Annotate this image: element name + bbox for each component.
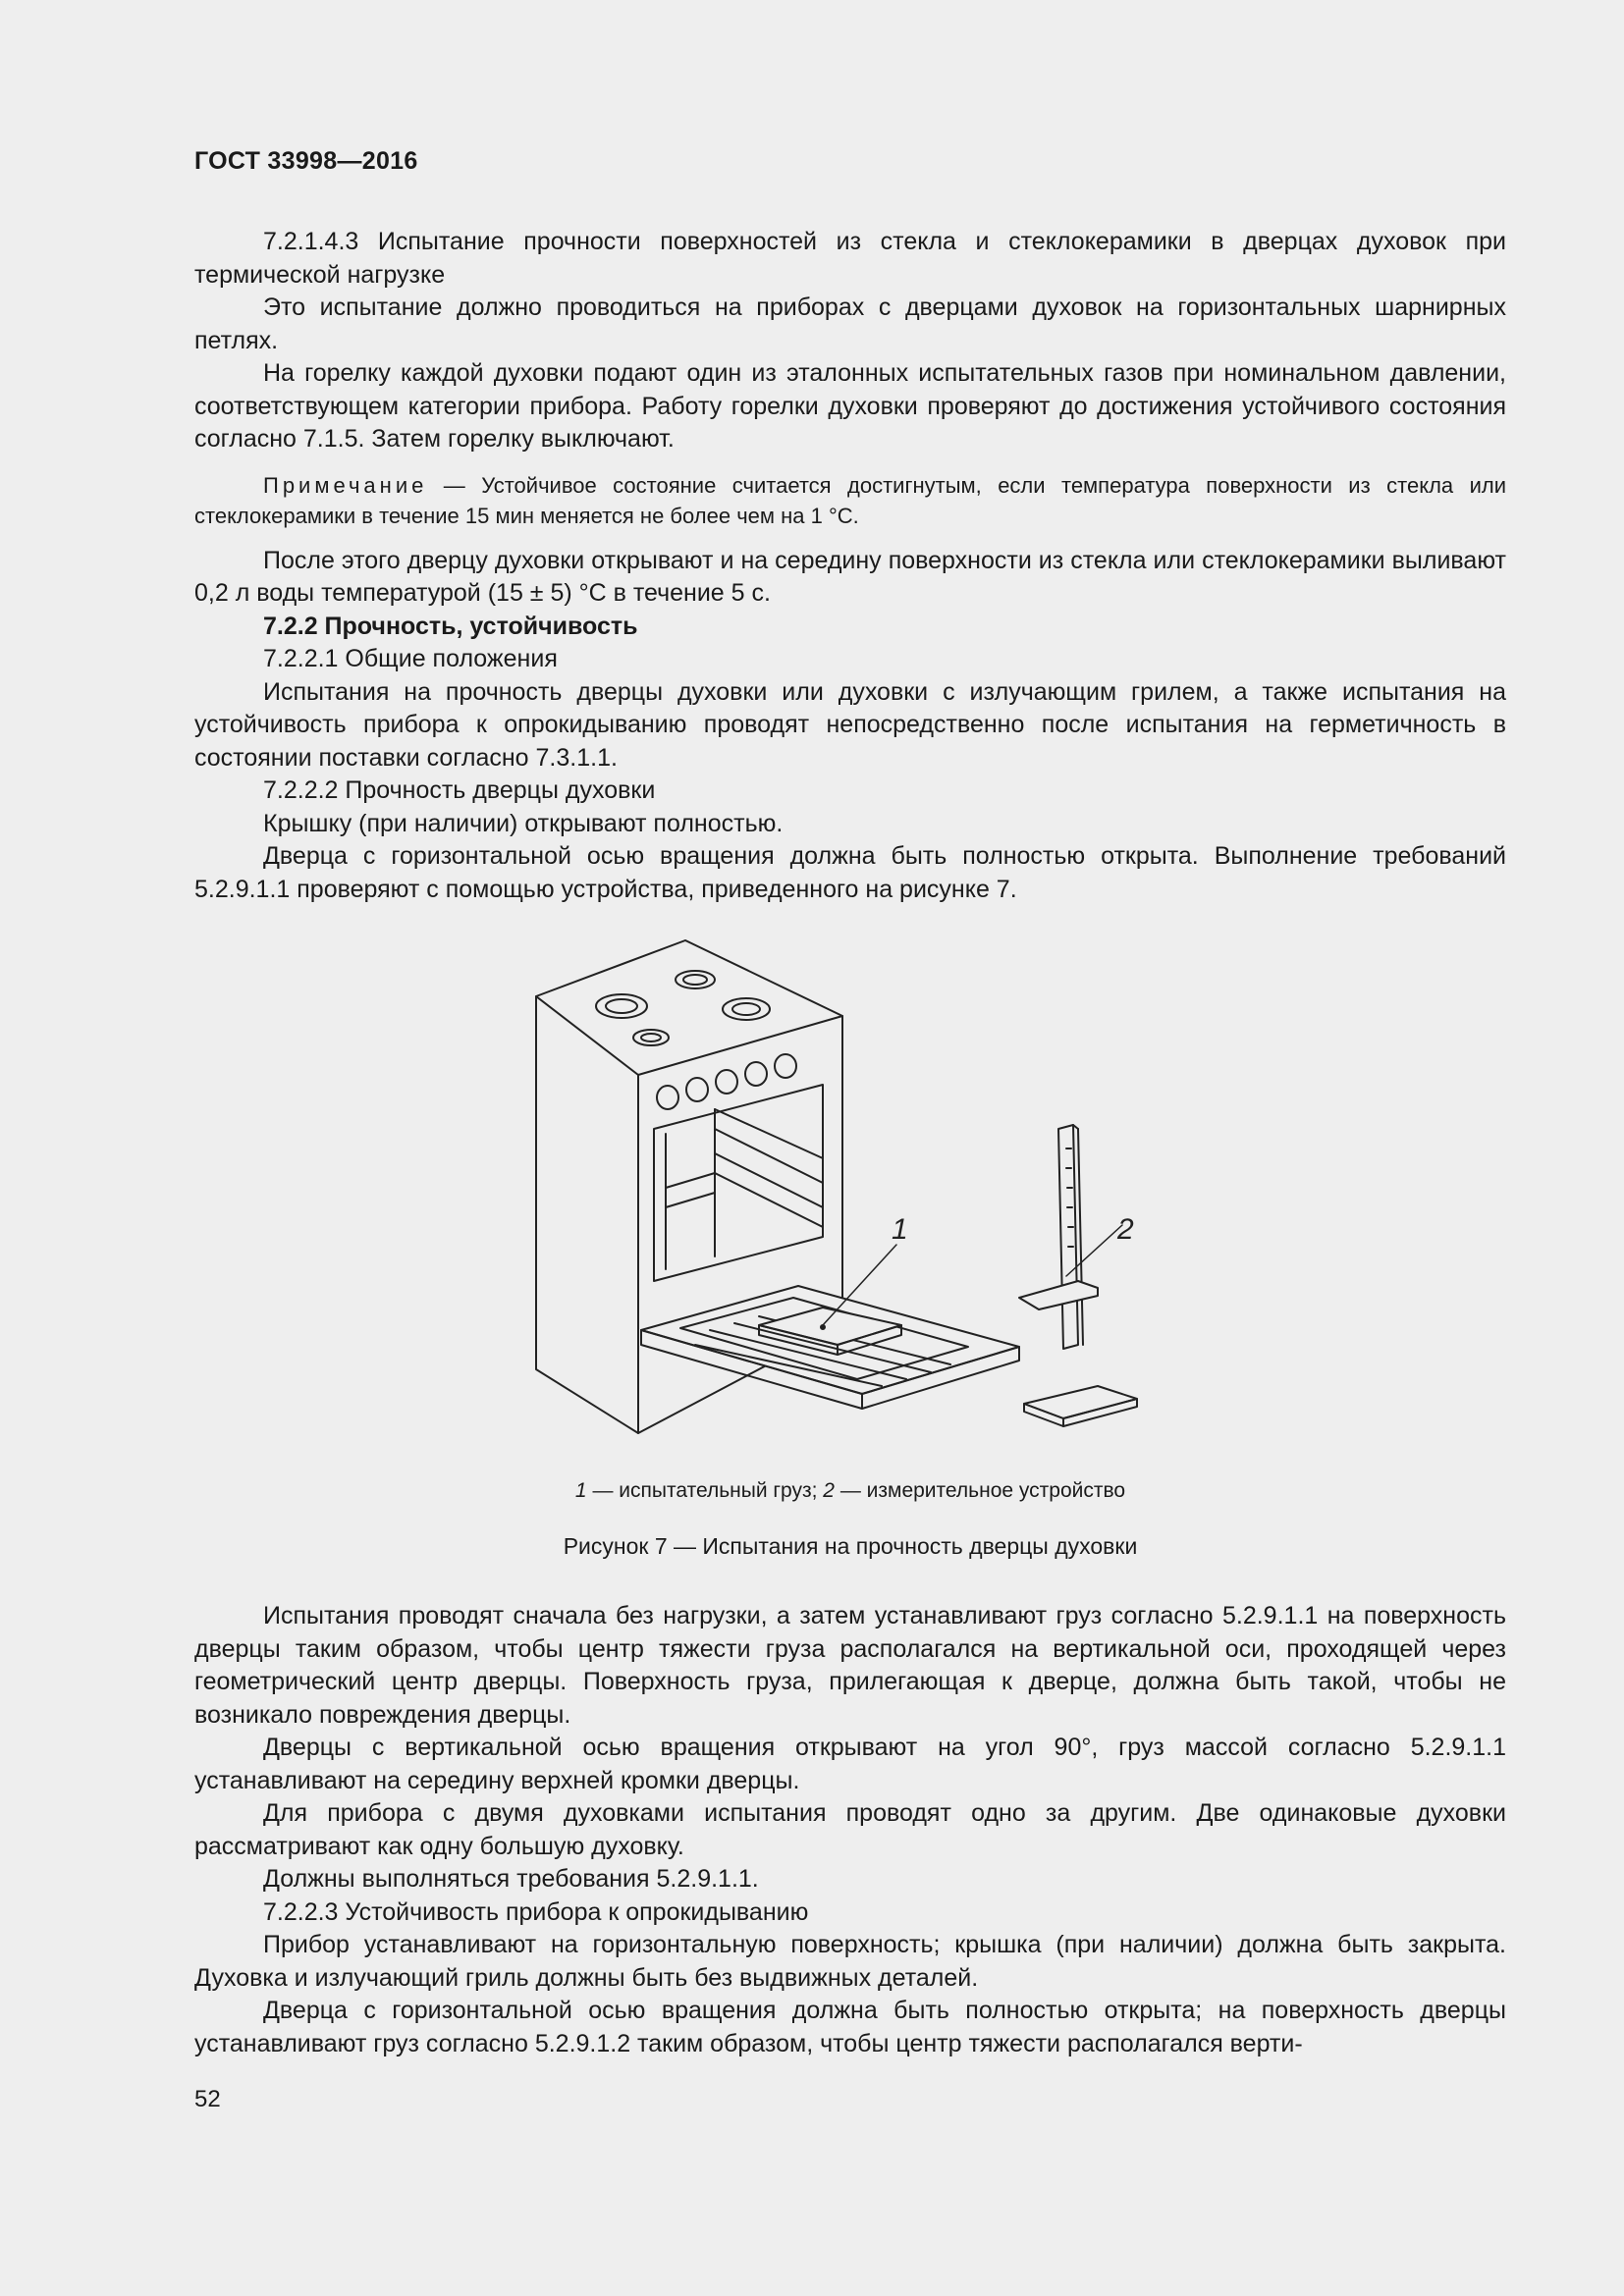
paragraph: Должны выполняться требования 5.2.9.1.1. [263,1865,759,1893]
legend-number-1: 1 [574,1479,587,1502]
figure-label-1: 1 [892,1213,908,1246]
note-text: — Устойчивое состояние считается достигнутым, если температура поверхности из стекла или стеклокерамики в течение 15 мин меняется не более чем на 1 °C. [194,472,1506,528]
section-heading-7-2-2: 7.2.2 Прочность, устойчивость [263,612,638,640]
lower-text-block [194,1600,1506,2060]
measuring-device [1019,1125,1137,1426]
paragraph: Испытания проводят сначала без нагрузки, а затем устанавливают груз согласно 5.2.9.1.1 на поверхность дверцы таким образом, чтобы центр тяжести груза располагался на вертикальной оси, проходящей через геометрический центр дверцы. Поверхность груза, прилегающая к дверце, должна быть такой, чтобы не возникало повреждения дверцы. [194,1602,1506,1729]
note [194,470,1506,531]
paragraph: Дверца с горизонтальной осью вращения должна быть полностью открыта. Выполнение требований 5.2.9.1.1 проверяют с помощью устройства, приведенного на рисунке 7. [194,842,1506,903]
paragraph: Для прибора с двумя духовками испытания проводят одно за другим. Две одинаковые духовки рассматривают как одну большую духовку. [194,1799,1506,1860]
legend-number-2: 2 [823,1479,835,1502]
subsection-heading-7-2-2-1: 7.2.2.1 Общие положения [263,645,558,672]
document-header: ГОСТ 33998—2016 [194,147,418,175]
paragraph: Это испытание должно проводиться на приборах с дверцами духовок на горизонтальных шарнирных петлях. [194,294,1506,354]
upper-text-block [194,226,1506,906]
paragraph: После этого дверцу духовки открывают и на середину поверхности из стекла или стеклокерамики выливают 0,2 л воды температурой (15 ± 5) °C в течение 5 с. [194,546,1506,607]
paragraph: Прибор устанавливают на горизонтальную поверхность; крышка (при наличии) должна быть закрыта. Духовка и излучающий гриль должны быть без выдвижных деталей. [194,1931,1506,1992]
figure-legend [194,1479,1506,1503]
legend-text-1: — испытательный груз; [586,1479,824,1502]
page-number: 52 [194,2086,221,2112]
paragraph-7-2-1-4-3: 7.2.1.4.3 Испытание прочности поверхностей из стекла и стеклокерамики в дверцах духовок при термической нагрузке [194,228,1506,289]
paragraph: Испытания на прочность дверцы духовки или духовки с излучающим грилем, а также испытания на устойчивость прибора к опрокидыванию проводят непосредственно после испытания на герметичность в состоянии поставки согласно 7.3.1.1. [194,677,1506,772]
subsection-heading-7-2-2-2: 7.2.2.2 Прочность дверцы духовки [263,776,656,804]
figure-label-2: 2 [1117,1213,1134,1246]
paragraph: Дверца с горизонтальной осью вращения должна быть полностью открыта; на поверхность дверцы устанавливают груз согласно 5.2.9.1.2 таким образом, чтобы центр тяжести располагался верти- [194,1997,1506,2057]
paragraph: На горелку каждой духовки подают один из эталонных испытательных газов при номинальном давлении, соответствующем категории прибора. Работу горелки духовки проверяют до достижения устойчивого состояния согласно 7.1.5. Затем горелку выключают. [194,359,1506,453]
subsection-heading-7-2-2-3: 7.2.2.3 Устойчивость прибора к опрокидыванию [263,1897,809,1926]
note-label: Примечание [263,472,428,498]
figure-caption: Рисунок 7 — Испытания на прочность дверцы духовки [563,1533,1138,1559]
paragraph: Крышку (при наличии) открывают полностью. [263,809,784,837]
oven-test-illustration [528,933,1373,1443]
paragraph: Дверцы с вертикальной осью вращения открывают на угол 90°, груз массой согласно 5.2.9.1.1 устанавливают на середину верхней кромки дверцы. [194,1734,1506,1794]
figure-7 [194,933,1506,1571]
legend-text-2: — измерительное устройство [834,1479,1126,1502]
